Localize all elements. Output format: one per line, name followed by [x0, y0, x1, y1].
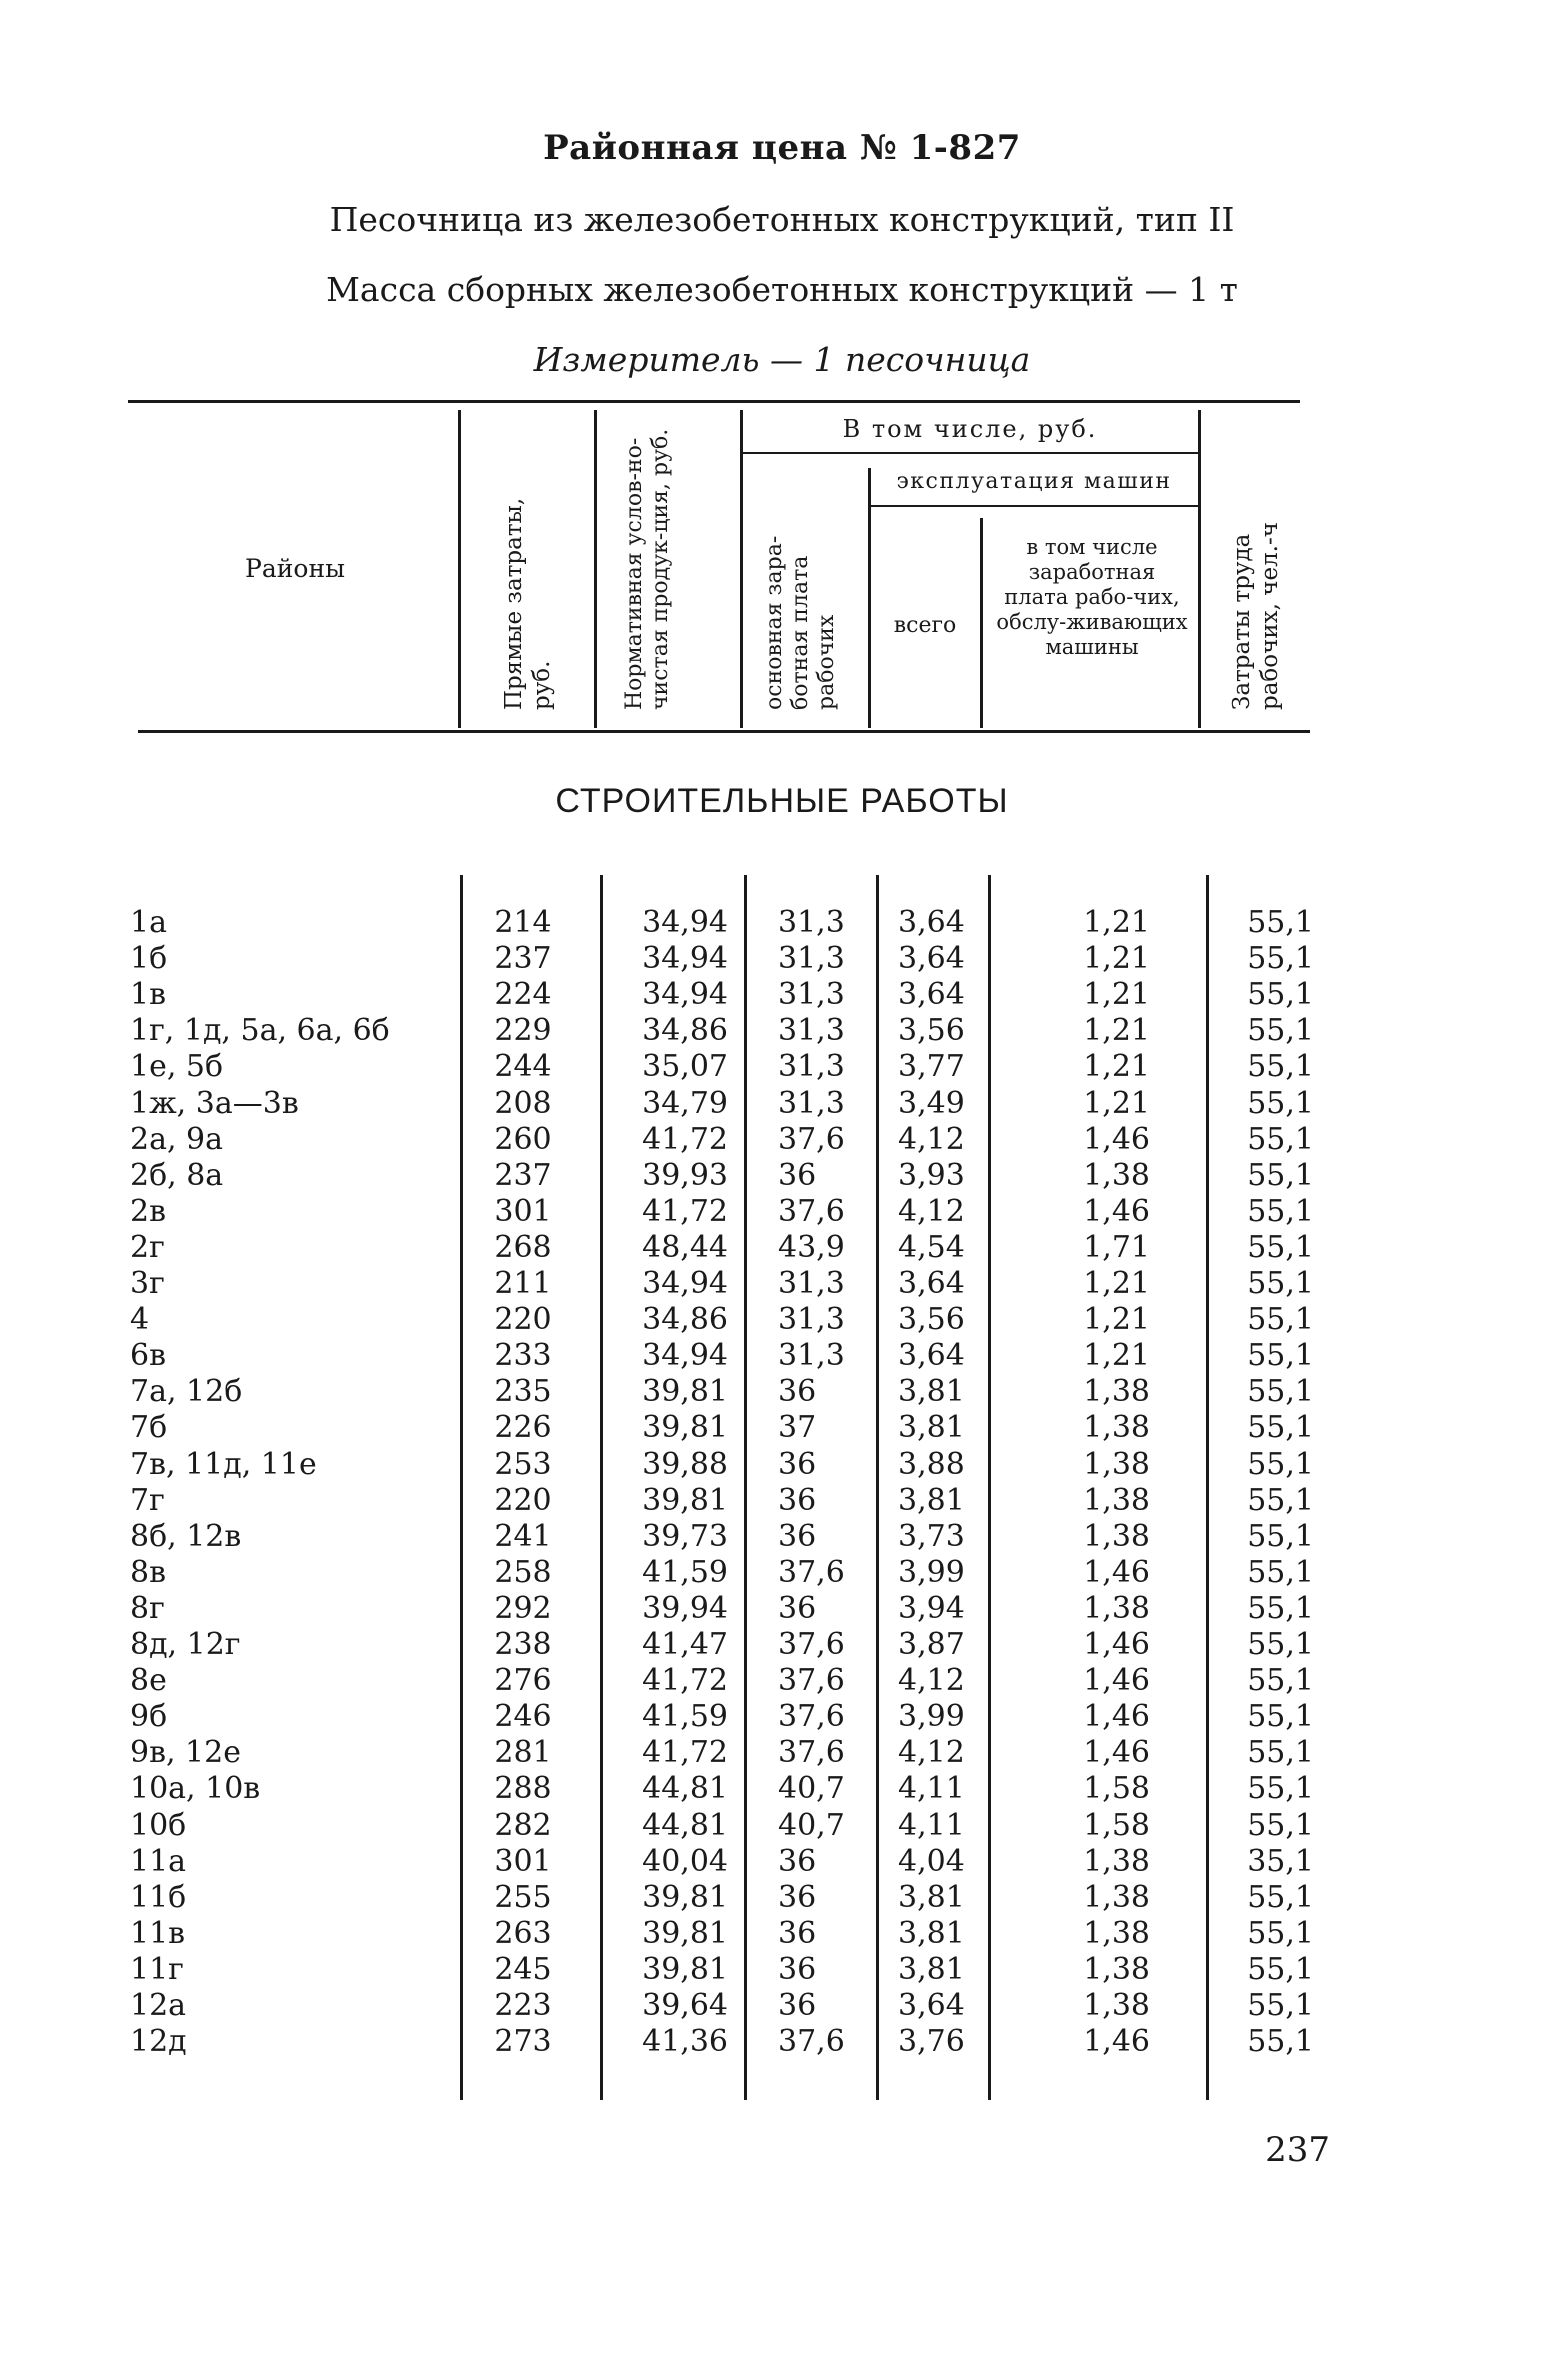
cell-region: 10б	[130, 1807, 187, 1843]
cell-labor: 55,1	[1247, 1374, 1314, 1410]
cell-normative: 39,81	[642, 1374, 728, 1410]
cell-machine-total: 4,12	[898, 1121, 965, 1157]
cell-normative: 39,73	[642, 1518, 728, 1554]
cell-labor: 55,1	[1247, 1193, 1314, 1229]
cell-region: 11в	[130, 1915, 186, 1951]
cell-wage: 36	[778, 1951, 817, 1987]
header-direct-costs: Прямые затраты, руб.	[501, 497, 555, 710]
cell-region: 8д, 12г	[130, 1627, 241, 1662]
cell-machine-total: 3,73	[898, 1518, 965, 1554]
cell-direct: 246	[494, 1699, 552, 1735]
cell-machine-total: 3,77	[898, 1049, 965, 1085]
header-top-rule	[128, 400, 1300, 403]
cell-direct: 235	[494, 1374, 552, 1410]
table-row	[0, 1013, 1564, 1049]
cell-region: 4	[130, 1302, 150, 1338]
cell-wage: 36	[778, 1518, 817, 1554]
cell-machine-wage: 1,38	[1083, 1482, 1150, 1518]
header-divider	[980, 518, 983, 728]
table-row	[0, 1555, 1564, 1591]
cell-direct: 253	[494, 1446, 552, 1482]
cell-normative: 39,88	[642, 1446, 728, 1482]
cell-normative: 34,94	[642, 1266, 728, 1301]
cell-wage: 36	[778, 1482, 817, 1518]
cell-direct: 208	[494, 1085, 552, 1121]
cell-direct: 241	[494, 1518, 552, 1554]
cell-normative: 34,86	[642, 1302, 728, 1338]
cell-direct: 214	[494, 905, 552, 940]
header-divider	[458, 410, 461, 728]
cell-region: 11а	[130, 1843, 187, 1879]
cell-region: 8в	[130, 1554, 166, 1590]
cell-region: 9б	[130, 1699, 168, 1735]
header-divider	[740, 410, 743, 728]
cell-direct: 268	[494, 1229, 552, 1265]
cell-wage: 37	[778, 1410, 817, 1446]
cell-direct: 276	[494, 1663, 552, 1699]
header-labor-costs: Затраты труда рабочих, чел.-ч	[1229, 522, 1283, 710]
cell-direct: 255	[494, 1879, 552, 1915]
cell-region: 3г	[130, 1266, 165, 1301]
cell-machine-wage: 1,38	[1083, 1410, 1150, 1446]
cell-region: 7в, 11д, 11е	[130, 1446, 317, 1482]
header-subrule	[742, 452, 1198, 454]
cell-labor: 55,1	[1247, 1554, 1314, 1590]
cell-normative: 41,72	[642, 1735, 728, 1771]
cell-labor: 55,1	[1247, 941, 1314, 977]
cell-direct: 238	[494, 1627, 552, 1662]
cell-machine-total: 3,81	[898, 1879, 965, 1915]
cell-direct: 226	[494, 1410, 552, 1446]
cell-region: 8б, 12в	[130, 1518, 242, 1554]
cell-machine-total: 4,12	[898, 1193, 965, 1229]
cell-direct: 224	[494, 977, 552, 1013]
cell-direct: 282	[494, 1807, 552, 1843]
cell-region: 9в, 12е	[130, 1735, 241, 1771]
cell-labor: 55,1	[1247, 1879, 1314, 1915]
cell-machine-total: 3,94	[898, 1590, 965, 1626]
table-row	[0, 2024, 1564, 2060]
cell-machine-total: 3,64	[898, 1266, 965, 1301]
cell-normative: 44,81	[642, 1807, 728, 1843]
cell-wage: 31,3	[778, 905, 845, 940]
cell-region: 11г	[130, 1951, 184, 1987]
header-divider	[1198, 410, 1201, 728]
cell-machine-total: 3,81	[898, 1951, 965, 1987]
table-row	[0, 1591, 1564, 1627]
cell-labor: 55,1	[1247, 1771, 1314, 1807]
cell-machine-wage: 1,46	[1083, 2024, 1150, 2060]
cell-wage: 40,7	[778, 1807, 845, 1843]
cell-labor: 55,1	[1247, 1482, 1314, 1518]
table-row	[0, 1483, 1564, 1519]
cell-normative: 48,44	[642, 1229, 728, 1265]
header-normative: Нормативная услов-но-чистая продук-ция, руб.	[622, 428, 673, 710]
cell-wage: 36	[778, 1446, 817, 1482]
table-row	[0, 1122, 1564, 1158]
cell-machine-total: 3,81	[898, 1915, 965, 1951]
cell-wage: 37,6	[778, 1663, 845, 1699]
cell-wage: 36	[778, 1843, 817, 1879]
table-row	[0, 1771, 1564, 1807]
cell-wage: 37,6	[778, 2024, 845, 2060]
cell-direct: 229	[494, 1013, 552, 1049]
subtitle-measure: Измеритель — 1 песочница	[533, 340, 1031, 379]
table-row	[0, 1086, 1564, 1122]
cell-normative: 41,59	[642, 1699, 728, 1735]
cell-machine-total: 3,88	[898, 1446, 965, 1482]
cell-normative: 34,94	[642, 1338, 728, 1374]
cell-machine-total: 3,81	[898, 1482, 965, 1518]
table-row	[0, 1988, 1564, 2024]
header-divider	[594, 410, 597, 728]
cell-machine-total: 3,76	[898, 2024, 965, 2060]
cell-machine-total: 4,11	[898, 1771, 965, 1807]
cell-wage: 31,3	[778, 941, 845, 977]
header-total: всего	[893, 613, 957, 638]
cell-machine-total: 4,04	[898, 1843, 965, 1879]
cell-normative: 39,64	[642, 1988, 728, 2023]
cell-labor: 55,1	[1247, 1699, 1314, 1735]
header-incl-machine-wage: в том числе заработная плата рабо-чих, обслу-живающих машины	[996, 535, 1188, 659]
cell-machine-wage: 1,38	[1083, 1915, 1150, 1951]
table-row	[0, 1519, 1564, 1555]
page-number: 237	[1265, 2130, 1330, 2170]
cell-machine-total: 4,12	[898, 1735, 965, 1771]
cell-wage: 36	[778, 1374, 817, 1410]
cell-machine-wage: 1,46	[1083, 1121, 1150, 1157]
header-regions: Районы	[245, 554, 345, 583]
cell-region: 11б	[130, 1879, 187, 1915]
cell-machine-wage: 1,38	[1083, 1879, 1150, 1915]
cell-direct: 292	[494, 1590, 552, 1626]
cell-region: 7а, 12б	[130, 1374, 243, 1410]
cell-labor: 55,1	[1247, 1013, 1314, 1049]
cell-wage: 36	[778, 1157, 817, 1193]
cell-normative: 39,81	[642, 1482, 728, 1518]
cell-machine-wage: 1,38	[1083, 1374, 1150, 1410]
cell-machine-wage: 1,21	[1083, 1302, 1150, 1338]
cell-machine-total: 3,56	[898, 1302, 965, 1338]
cell-wage: 37,6	[778, 1193, 845, 1229]
cell-normative: 35,07	[642, 1049, 728, 1085]
cell-region: 1а	[130, 905, 167, 940]
header-including: В том числе, руб.	[842, 415, 1098, 443]
cell-machine-total: 3,99	[898, 1699, 965, 1735]
subtitle-object: Песочница из железобетонных конструкций, тип II	[329, 200, 1235, 239]
cell-machine-total: 3,99	[898, 1554, 965, 1590]
table-row	[0, 941, 1564, 977]
cell-direct: 260	[494, 1121, 552, 1157]
cell-region: 6в	[130, 1338, 166, 1374]
cell-direct: 237	[494, 941, 552, 977]
cell-machine-wage: 1,38	[1083, 1518, 1150, 1554]
page-title: Районная цена № 1-827	[543, 128, 1021, 168]
cell-normative: 34,94	[642, 977, 728, 1013]
cell-machine-total: 3,81	[898, 1410, 965, 1446]
table-row	[0, 1302, 1564, 1338]
cell-direct: 244	[494, 1049, 552, 1085]
header-divider	[868, 468, 871, 728]
cell-machine-wage: 1,38	[1083, 1157, 1150, 1193]
cell-machine-wage: 1,21	[1083, 1049, 1150, 1085]
cell-wage: 31,3	[778, 1013, 845, 1049]
cell-region: 2б, 8а	[130, 1157, 224, 1193]
cell-labor: 55,1	[1247, 1951, 1314, 1987]
header-subrule	[870, 505, 1198, 507]
cell-machine-total: 3,64	[898, 941, 965, 977]
cell-region: 1б	[130, 941, 168, 977]
cell-machine-total: 4,11	[898, 1807, 965, 1843]
cell-region: 10а, 10в	[130, 1771, 261, 1807]
cell-normative: 40,04	[642, 1843, 728, 1879]
table-row	[0, 1338, 1564, 1374]
cell-normative: 44,81	[642, 1771, 728, 1807]
table-row	[0, 1230, 1564, 1266]
cell-machine-total: 3,81	[898, 1374, 965, 1410]
subtitle-mass: Масса сборных железобетонных конструкций — 1 т	[326, 270, 1238, 309]
cell-machine-wage: 1,21	[1083, 941, 1150, 977]
cell-region: 1е, 5б	[130, 1049, 224, 1085]
cell-region: 1ж, 3а—3в	[130, 1085, 299, 1121]
cell-direct: 237	[494, 1157, 552, 1193]
cell-labor: 55,1	[1247, 977, 1314, 1013]
cell-wage: 43,9	[778, 1229, 845, 1265]
cell-region: 12а	[130, 1988, 187, 2023]
cell-machine-total: 3,64	[898, 977, 965, 1013]
cell-labor: 55,1	[1247, 1302, 1314, 1338]
cell-normative: 41,36	[642, 2024, 728, 2060]
table-row	[0, 1808, 1564, 1844]
cell-machine-wage: 1,38	[1083, 1988, 1150, 2023]
cell-machine-wage: 1,46	[1083, 1554, 1150, 1590]
cell-region: 8е	[130, 1663, 167, 1699]
cell-normative: 39,94	[642, 1590, 728, 1626]
cell-normative: 39,81	[642, 1879, 728, 1915]
cell-labor: 55,1	[1247, 905, 1314, 940]
cell-normative: 41,59	[642, 1554, 728, 1590]
cell-labor: 55,1	[1247, 1121, 1314, 1157]
cell-wage: 31,3	[778, 1302, 845, 1338]
cell-normative: 34,94	[642, 941, 728, 977]
cell-wage: 36	[778, 1590, 817, 1626]
cell-labor: 55,1	[1247, 1988, 1314, 2023]
cell-normative: 39,81	[642, 1951, 728, 1987]
cell-labor: 55,1	[1247, 1663, 1314, 1699]
cell-machine-total: 3,64	[898, 905, 965, 940]
cell-normative: 39,93	[642, 1157, 728, 1193]
cell-region: 2в	[130, 1193, 166, 1229]
cell-wage: 37,6	[778, 1627, 845, 1662]
cell-machine-wage: 1,46	[1083, 1663, 1150, 1699]
cell-wage: 31,3	[778, 1266, 845, 1301]
cell-machine-wage: 1,46	[1083, 1193, 1150, 1229]
cell-normative: 39,81	[642, 1915, 728, 1951]
cell-machine-wage: 1,58	[1083, 1771, 1150, 1807]
cell-region: 8г	[130, 1590, 165, 1626]
cell-machine-total: 3,49	[898, 1085, 965, 1121]
table-row	[0, 1266, 1564, 1302]
cell-direct: 263	[494, 1915, 552, 1951]
cell-normative: 41,47	[642, 1627, 728, 1662]
table-row	[0, 1735, 1564, 1771]
header-bottom-rule	[138, 730, 1310, 733]
cell-direct: 220	[494, 1482, 552, 1518]
cell-machine-total: 3,64	[898, 1988, 965, 2023]
cell-direct: 288	[494, 1771, 552, 1807]
table-row	[0, 1158, 1564, 1194]
cell-machine-wage: 1,38	[1083, 1590, 1150, 1626]
cell-normative: 41,72	[642, 1193, 728, 1229]
cell-labor: 55,1	[1247, 1266, 1314, 1301]
cell-wage: 37,6	[778, 1735, 845, 1771]
cell-machine-total: 3,87	[898, 1627, 965, 1662]
cell-machine-wage: 1,21	[1083, 1085, 1150, 1121]
table-row	[0, 1374, 1564, 1410]
cell-machine-wage: 1,38	[1083, 1951, 1150, 1987]
cell-direct: 220	[494, 1302, 552, 1338]
cell-labor: 55,1	[1247, 1590, 1314, 1626]
cell-normative: 34,94	[642, 905, 728, 940]
cell-direct: 301	[494, 1843, 552, 1879]
table-row	[0, 1952, 1564, 1988]
cell-region: 7б	[130, 1410, 168, 1446]
cell-direct: 301	[494, 1193, 552, 1229]
cell-labor: 55,1	[1247, 1157, 1314, 1193]
cell-machine-wage: 1,71	[1083, 1229, 1150, 1265]
section-title: СТРОИТЕЛЬНЫЕ РАБОТЫ	[555, 782, 1009, 820]
cell-direct: 273	[494, 2024, 552, 2060]
cell-machine-wage: 1,21	[1083, 977, 1150, 1013]
cell-region: 1в	[130, 977, 166, 1013]
table-row	[0, 1916, 1564, 1952]
cell-machine-total: 3,56	[898, 1013, 965, 1049]
cell-machine-total: 3,93	[898, 1157, 965, 1193]
table-row	[0, 905, 1564, 941]
cell-labor: 35,1	[1247, 1843, 1314, 1879]
cell-labor: 55,1	[1247, 1915, 1314, 1951]
cell-wage: 37,6	[778, 1699, 845, 1735]
cell-labor: 55,1	[1247, 1735, 1314, 1771]
table-row	[0, 977, 1564, 1013]
cell-direct: 223	[494, 1988, 552, 2023]
cell-wage: 36	[778, 1915, 817, 1951]
cell-direct: 245	[494, 1951, 552, 1987]
cell-wage: 40,7	[778, 1771, 845, 1807]
table-row	[0, 1663, 1564, 1699]
cell-region: 12д	[130, 2024, 187, 2060]
cell-wage: 37,6	[778, 1554, 845, 1590]
cell-normative: 39,81	[642, 1410, 728, 1446]
cell-normative: 34,79	[642, 1085, 728, 1121]
cell-wage: 31,3	[778, 977, 845, 1013]
cell-normative: 34,86	[642, 1013, 728, 1049]
table-row	[0, 1880, 1564, 1916]
cell-direct: 211	[494, 1266, 552, 1301]
cell-machine-wage: 1,58	[1083, 1807, 1150, 1843]
header-base-wage: основная зара-ботная плата рабочих	[762, 535, 839, 710]
cell-region: 7г	[130, 1482, 165, 1518]
cell-labor: 55,1	[1247, 2024, 1314, 2060]
cell-wage: 36	[778, 1879, 817, 1915]
cell-machine-wage: 1,46	[1083, 1627, 1150, 1662]
cell-normative: 41,72	[642, 1663, 728, 1699]
cell-labor: 55,1	[1247, 1807, 1314, 1843]
cell-labor: 55,1	[1247, 1049, 1314, 1085]
cell-machine-wage: 1,38	[1083, 1446, 1150, 1482]
cell-wage: 37,6	[778, 1121, 845, 1157]
cell-machine-wage: 1,38	[1083, 1843, 1150, 1879]
cell-labor: 55,1	[1247, 1085, 1314, 1121]
cell-machine-wage: 1,21	[1083, 1338, 1150, 1374]
cell-labor: 55,1	[1247, 1446, 1314, 1482]
cell-labor: 55,1	[1247, 1229, 1314, 1265]
cell-labor: 55,1	[1247, 1338, 1314, 1374]
cell-wage: 31,3	[778, 1085, 845, 1121]
cell-labor: 55,1	[1247, 1410, 1314, 1446]
cell-machine-total: 4,54	[898, 1229, 965, 1265]
cell-labor: 55,1	[1247, 1627, 1314, 1662]
header-machine-operation: эксплуатация машин	[896, 469, 1172, 494]
cell-region: 1г, 1д, 5а, 6а, 6б	[130, 1013, 390, 1049]
cell-machine-wage: 1,21	[1083, 1013, 1150, 1049]
table-row	[0, 1844, 1564, 1880]
cell-machine-wage: 1,46	[1083, 1735, 1150, 1771]
cell-direct: 233	[494, 1338, 552, 1374]
cell-region: 2г	[130, 1229, 165, 1265]
cell-machine-wage: 1,21	[1083, 1266, 1150, 1301]
cell-machine-wage: 1,46	[1083, 1699, 1150, 1735]
cell-machine-wage: 1,21	[1083, 905, 1150, 940]
cell-normative: 41,72	[642, 1121, 728, 1157]
cell-direct: 281	[494, 1735, 552, 1771]
cell-direct: 258	[494, 1554, 552, 1590]
cell-machine-total: 3,64	[898, 1338, 965, 1374]
table-row	[0, 1194, 1564, 1230]
cell-wage: 31,3	[778, 1049, 845, 1085]
cell-labor: 55,1	[1247, 1518, 1314, 1554]
table-row	[0, 1049, 1564, 1085]
table-row	[0, 1627, 1564, 1663]
table-row	[0, 1699, 1564, 1735]
table-row	[0, 1447, 1564, 1483]
cell-region: 2а, 9а	[130, 1121, 224, 1157]
table-row	[0, 1410, 1564, 1446]
cell-wage: 31,3	[778, 1338, 845, 1374]
cell-machine-total: 4,12	[898, 1663, 965, 1699]
cell-wage: 36	[778, 1988, 817, 2023]
